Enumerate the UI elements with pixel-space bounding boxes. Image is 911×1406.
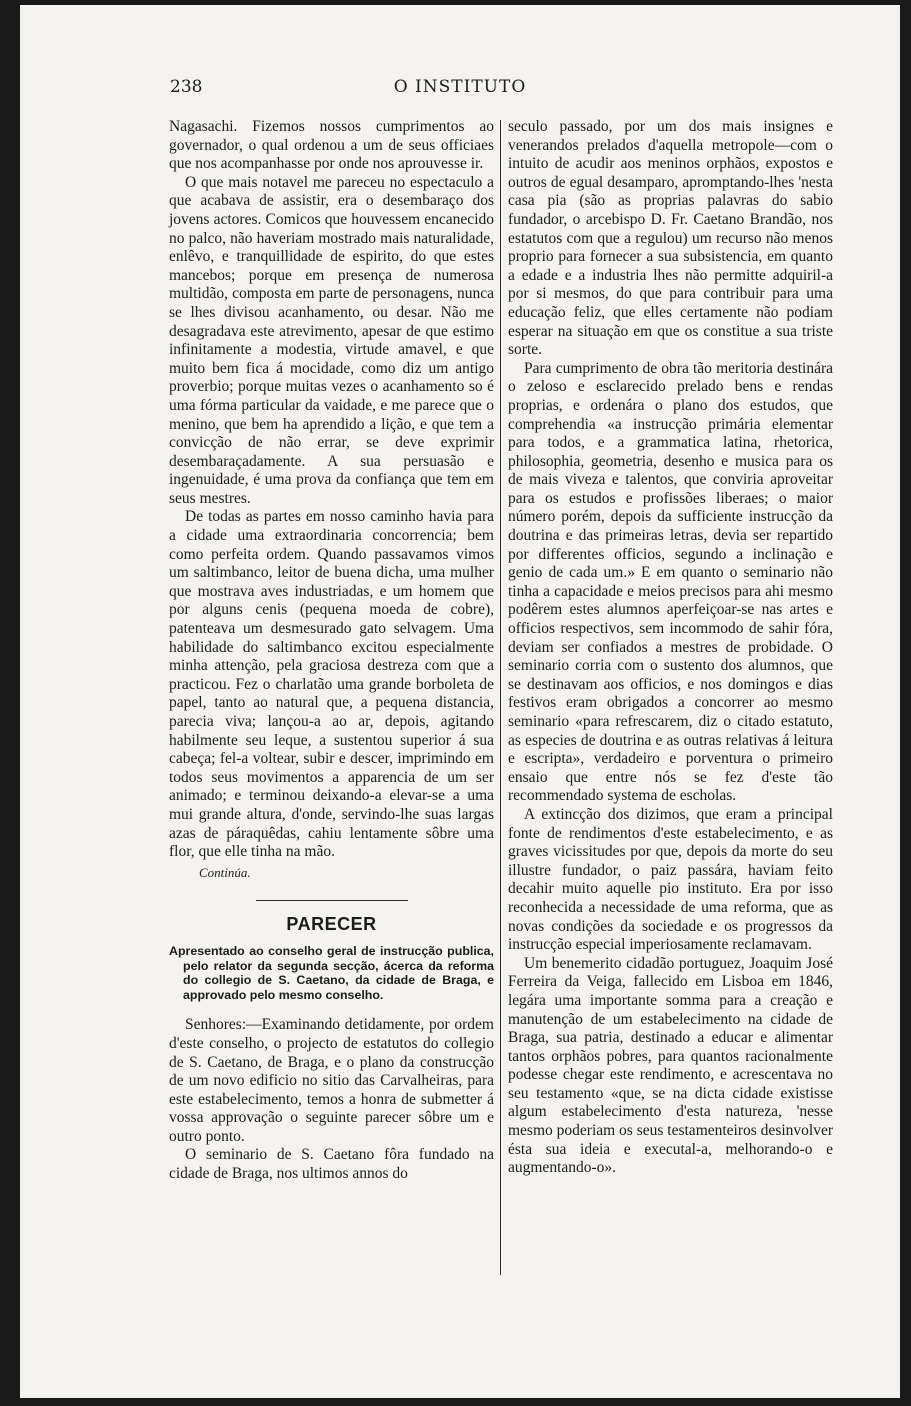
section-divider bbox=[256, 900, 408, 901]
paragraph: seculo passado, por um dos mais insignes e venerandos prelados d'aquella metropole—com o intuito de acudir aos meninos orphãos, expostos e outros de egual desamparo, apromptando-lhes 'nesta casa pia (são as proprias palavras do sabio fundador, o arcebispo D. Fr. Caetano Brandão, nos estatutos com que a regulou) um recurso não menos proprio para fornecer a sua subsistencia, em quanto a edade e a industria lhes não permitte adquiril-a por si mesmos, do que para contribuir para uma educação feliz, que elles certamente não podiam esperar na situação em que os constitue a sua triste sorte. bbox=[508, 118, 833, 359]
page-number: 238 bbox=[170, 77, 203, 97]
paragraph: Senhores:—Examinando detidamente, por ordem d'este conselho, o projecto de estatutos do collegio de S. Caetano, de Braga, e o plano da construcção de um novo edificio no sitio das Carvalheiras, para este estabelecimento, temos a honra de submetter á vossa approvação o seguinte parecer sôbre um e outro ponto. bbox=[169, 1016, 494, 1145]
running-header bbox=[20, 77, 900, 99]
paragraph: Para cumprimento de obra tão meritoria destinára o zeloso e esclarecido prelado bens e rendas proprias, e ordenára o plano dos estudos, que comprehendia «a instrucção primária elementar para todos, e a grammatica latina, rhetorica, philosophia, geometria, desenho e musica para os de mais viveza e talentos, que conviria aproveitar para os estudos e profissões liberaes; o maior número porém, depois da sufficiente instrucção da doutrina e das primeiras letras, devia ser repartido por differentes officios, segundo a inclinação e genio de cada um.» E em quanto o seminario não tinha a capacidade e meios precisos para ahi mesmo podêrem estes alumnos aperfeiçoar-se nas artes e officios respectivos, sem incommodo de sahir fóra, deviam ser confiados a mestres de probidade. O seminario corria com o sustento dos alumnos, que se destinavam aos officios, e nos domingos e dias festivos eram obrigados a concorrer ao mesmo seminario «para refrescarem, diz o citado estatuto, as especies de doutrina e as outras relativas á leitura e escripta», verdadeiro e porventura o primeiro ensaio que entre nós se fez d'este tão recommendado systema de escholas. bbox=[508, 359, 833, 805]
journal-title: O INSTITUTO bbox=[393, 77, 527, 97]
right-column bbox=[508, 118, 833, 1178]
left-column bbox=[169, 118, 494, 1184]
paragraph: O que mais notavel me pareceu no espectaculo a que acabava de assistir, era o desembaraço dos jovens actores. Comicos que houvessem encanecido no palco, não haveriam mostrado mais naturalidade, enlêvo, e tranquillidade de espirito, do que estes mancebos; porque em presença de numerosa multidão, composta em parte de personagens, nunca se lhes divisou acanhamento, ou desar. Não me desagradava este atrevimento, apesar de que estimo infinitamente a modestia, virtude amavel, e que muito bem fica á mocidade, como diz um antigo proverbio; porque muitas vezes o acanhamento so é uma fórma particular da vaidade, e me parece que o menino, que bem ha aprendido a lição, e que tem a convicção de não errar, se deve exprimir desembaraçadamente. A sua persuasão e ingenuidade, é uma prova da confiança que tem em seus mestres. bbox=[169, 173, 494, 507]
paragraph: A extincção dos dizimos, que eram a principal fonte de rendimentos d'este estabelecimento, e as graves vicissitudes por que, depois da morte do seu illustre fundador, o paiz passára, haviam feito decahir muito aquelle pio instituto. Era por isso reconhecida a necessidade de uma reforma, que as novas condições da sociedade e os progressos da instrucção especial imperiosamente reclamavam. bbox=[508, 805, 833, 954]
paragraph: Um benemerito cidadão portuguez, Joaquim José Ferreira da Veiga, fallecido em Lisboa em 1846, legára uma importante somma para a creação e manutenção de um estabelecimento na cidade de Braga, sua patria, destinado a educar e alimentar tantos orphãos pobres, para quantos racionalmente podesse chegar este rendimento, e acrescentava no seu testamento «que, se na dicta cidade existisse algum estabelecimento d'esta natureza, 'nesse mesmo poderiam os seus testamenteiros desinvolver ésta sua ideia e executal-a, melhorando-o e augmentando-o». bbox=[508, 954, 834, 1177]
continued-note: Continúa. bbox=[199, 864, 251, 880]
column-divider bbox=[500, 120, 501, 1275]
paragraph: Nagasachi. Fizemos nossos cumprimentos ao governador, o qual ordenou a um de seus officiaes que nos acompanhasse por onde nos aprouvesse ir. bbox=[169, 118, 494, 173]
paragraph: O seminario de S. Caetano fôra fundado na cidade de Braga, nos ultimos annos do bbox=[169, 1146, 494, 1183]
page bbox=[20, 5, 900, 1398]
section-subtitle: Apresentado ao conselho geral de instrucção publica, pelo relator da segunda secção, ácerca da reforma do collegio de S. Caetano, da cidade de Braga, e approvado pelo mesmo conselho. bbox=[169, 943, 494, 1002]
section-title: PARECER bbox=[286, 914, 377, 935]
paragraph: De todas as partes em nosso caminho havia para a cidade uma extraordinaria concorrencia; bem como perfeita ordem. Quando passavamos vimos um saltimbanco, leitor de buena dicha, uma mulher que mostrava aves industriadas, e um homem que por alguns cenis (pequena moeda de cobre), patenteava um desmesurado gato selvagem. Uma habilidade do saltimbanco excitou especialmente minha attenção, pela graciosa destreza com que a practicou. Fez o charlatão uma grande borboleta de papel, tanto ao natural que, a pequena distancia, parecia viva; lançou-a ao ar, depois, agitando habilmente seu leque, a sustentou superior á sua cabeça; fel-a voltear, subir e descer, imprimindo em todos seus movimentos a apparencia de um ser animado; e terminou deixando-a elevar-se a uma mui grande altura, d'onde, servindo-lhe suas largas azas de páraquêdas, cahiu lentamente sôbre uma flor, que elle tinha na mão. bbox=[169, 508, 494, 861]
